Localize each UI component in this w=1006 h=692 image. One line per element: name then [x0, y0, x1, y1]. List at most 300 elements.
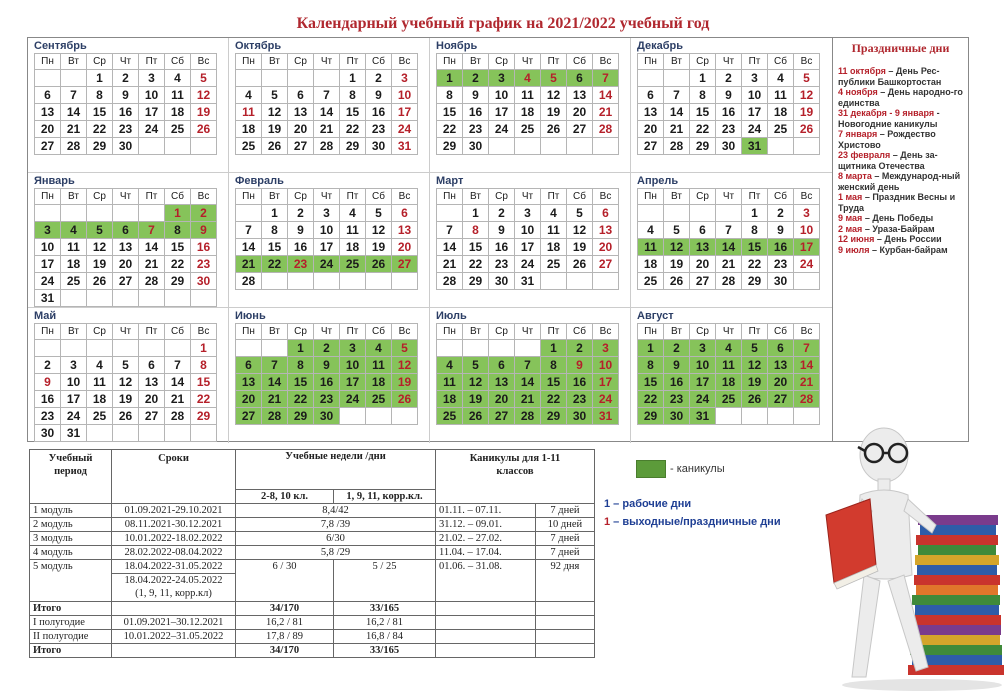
day-cell: 31 — [593, 408, 619, 425]
day-cell: 22 — [191, 391, 217, 408]
empty-cell — [463, 340, 489, 357]
day-cell: 10 — [690, 357, 716, 374]
empty-cell — [515, 340, 541, 357]
weekday-header: Сб — [165, 189, 191, 205]
day-cell: 30 — [768, 273, 794, 290]
day-cell: 24 — [593, 391, 619, 408]
day-cell: 2 — [768, 205, 794, 222]
total-label: Итого — [30, 644, 112, 658]
day-cell: 25 — [768, 121, 794, 138]
empty-cell — [314, 70, 340, 87]
day-cell: 7 — [139, 222, 165, 239]
day-cell: 25 — [236, 138, 262, 155]
empty-cell — [716, 205, 742, 222]
holiday-date: 1 мая — [838, 192, 863, 202]
weekday-header: Пт — [742, 54, 768, 70]
day-cell: 20 — [593, 239, 619, 256]
day-cell: 22 — [463, 256, 489, 273]
day-cell: 8 — [165, 222, 191, 239]
holiday-item — [838, 245, 963, 256]
day-cell: 16 — [489, 239, 515, 256]
day-cell: 26 — [113, 408, 139, 425]
day-cell: 14 — [236, 239, 262, 256]
day-cell: 30 — [567, 408, 593, 425]
day-cell: 12 — [794, 87, 820, 104]
weekday-header: Сб — [567, 324, 593, 340]
day-cell: 16 — [366, 104, 392, 121]
day-cell: 20 — [690, 256, 716, 273]
weekday-header: Пт — [541, 189, 567, 205]
day-cell: 28 — [716, 273, 742, 290]
day-cell: 14 — [314, 104, 340, 121]
day-cell: 3 — [61, 357, 87, 374]
day-cell: 25 — [541, 256, 567, 273]
weekday-header: Сб — [768, 189, 794, 205]
day-cell: 17 — [139, 104, 165, 121]
empty-cell — [35, 205, 61, 222]
empty-cell — [392, 408, 418, 425]
day-cell: 24 — [794, 256, 820, 273]
weekday-header: Чт — [716, 189, 742, 205]
day-cell: 24 — [515, 256, 541, 273]
module5-dates-main: 18.04.2022-31.05.2022 — [112, 560, 235, 574]
day-cell: 10 — [35, 239, 61, 256]
day-cell: 19 — [366, 239, 392, 256]
holiday-text: – День Победы — [862, 213, 934, 223]
day-cell: 6 — [593, 205, 619, 222]
empty-cell — [191, 290, 217, 307]
day-cell: 15 — [87, 104, 113, 121]
day-cell: 21 — [61, 121, 87, 138]
day-cell: 10 — [61, 374, 87, 391]
day-cell: 11 — [366, 357, 392, 374]
day-cell: 24 — [340, 391, 366, 408]
day-cell: 13 — [690, 239, 716, 256]
month-calendar — [430, 38, 631, 173]
day-cell: 7 — [165, 357, 191, 374]
day-cell: 9 — [664, 357, 690, 374]
weekday-header: Пт — [742, 324, 768, 340]
header-period: Учебный период — [30, 450, 112, 504]
holiday-date: 4 ноября — [838, 87, 878, 97]
day-cell: 19 — [794, 104, 820, 121]
empty-cell — [139, 290, 165, 307]
day-cell: 2 — [567, 340, 593, 357]
module-row — [30, 518, 595, 532]
holidays-list — [838, 66, 963, 255]
day-cell: 21 — [165, 391, 191, 408]
day-cell: 3 — [392, 70, 418, 87]
day-cell: 17 — [61, 391, 87, 408]
day-cell: 29 — [288, 408, 314, 425]
half-grp1: 17,8 / 89 — [236, 630, 334, 644]
holiday-date: 9 июля — [838, 244, 870, 255]
day-cell: 2 — [716, 70, 742, 87]
weekday-header: Сб — [567, 189, 593, 205]
student-figure-illustration — [812, 415, 1006, 692]
module-holiday-days: 7 дней — [535, 504, 594, 518]
day-cell: 25 — [61, 273, 87, 290]
empty-cell — [716, 408, 742, 425]
day-cell: 29 — [541, 408, 567, 425]
day-cell: 15 — [690, 104, 716, 121]
month-calendar — [28, 38, 229, 173]
day-cell: 4 — [638, 222, 664, 239]
day-cell: 18 — [236, 121, 262, 138]
month-calendar — [28, 173, 229, 308]
legend-workdays — [604, 498, 691, 510]
day-cell: 11 — [165, 87, 191, 104]
holiday-item — [838, 171, 963, 192]
day-cell: 8 — [262, 222, 288, 239]
weekday-header: Ср — [288, 324, 314, 340]
day-cell: 21 — [236, 256, 262, 273]
month-table — [34, 188, 217, 307]
empty-cell — [567, 273, 593, 290]
day-cell: 3 — [340, 340, 366, 357]
month-table — [34, 323, 217, 442]
weekday-header: Сб — [768, 324, 794, 340]
day-cell: 12 — [742, 357, 768, 374]
day-cell: 3 — [314, 205, 340, 222]
day-cell: 14 — [664, 104, 690, 121]
weekday-header: Вс — [593, 324, 619, 340]
day-cell: 26 — [742, 391, 768, 408]
day-cell: 3 — [742, 70, 768, 87]
empty-cell — [113, 425, 139, 442]
day-cell: 28 — [794, 391, 820, 408]
day-cell: 11 — [87, 374, 113, 391]
weekday-header: Ср — [489, 324, 515, 340]
empty-cell — [664, 70, 690, 87]
day-cell: 8 — [742, 222, 768, 239]
day-cell: 22 — [288, 391, 314, 408]
day-cell: 1 — [638, 340, 664, 357]
day-cell: 28 — [165, 408, 191, 425]
day-cell: 7 — [794, 340, 820, 357]
legend-offdays — [604, 516, 781, 528]
empty-cell — [768, 408, 794, 425]
day-cell: 20 — [236, 391, 262, 408]
total-grp2: 33/165 — [334, 644, 436, 658]
empty-cell — [794, 273, 820, 290]
day-cell: 26 — [191, 121, 217, 138]
day-cell: 30 — [314, 408, 340, 425]
weekday-header: Ср — [489, 189, 515, 205]
weekday-header: Пн — [437, 54, 463, 70]
weekday-header: Ср — [690, 189, 716, 205]
day-cell: 2 — [35, 357, 61, 374]
module-dates: 08.11.2021-30.12.2021 — [112, 518, 236, 532]
day-cell: 1 — [690, 70, 716, 87]
module-holiday: 21.02. – 27.02. — [436, 532, 536, 546]
day-cell: 14 — [515, 374, 541, 391]
holiday-text: – Курбан-байрам — [869, 244, 948, 255]
holiday-text: – День за-щитника Отечества — [838, 150, 938, 171]
day-cell: 30 — [35, 425, 61, 442]
day-cell: 18 — [87, 391, 113, 408]
day-cell: 10 — [593, 357, 619, 374]
day-cell: 13 — [638, 104, 664, 121]
holiday-item — [838, 108, 963, 129]
day-cell: 14 — [61, 104, 87, 121]
day-cell: 12 — [113, 374, 139, 391]
holiday-text: – День Рес-публики Башкортостан — [838, 66, 942, 87]
half-row — [30, 630, 595, 644]
legend-off-label: – выходные/праздничные дни — [610, 516, 781, 528]
weekday-header: Ср — [288, 189, 314, 205]
day-cell: 26 — [366, 256, 392, 273]
day-cell: 17 — [742, 104, 768, 121]
total-label: Итого — [30, 602, 112, 616]
empty-cell — [314, 273, 340, 290]
empty-cell — [541, 138, 567, 155]
day-cell: 13 — [567, 87, 593, 104]
day-cell: 4 — [366, 340, 392, 357]
weekday-header: Вт — [664, 54, 690, 70]
calendar-grid — [27, 37, 833, 442]
day-cell: 4 — [340, 205, 366, 222]
day-cell: 21 — [314, 121, 340, 138]
day-cell: 24 — [489, 121, 515, 138]
day-cell: 16 — [35, 391, 61, 408]
day-cell: 29 — [463, 273, 489, 290]
day-cell: 29 — [437, 138, 463, 155]
weekday-header: Вт — [463, 324, 489, 340]
module-weeks-grp2: 5 / 25 — [334, 560, 436, 602]
day-cell: 20 — [768, 374, 794, 391]
weekday-header: Вс — [191, 189, 217, 205]
empty-cell — [794, 138, 820, 155]
day-cell: 25 — [366, 391, 392, 408]
day-cell: 10 — [340, 357, 366, 374]
day-cell: 22 — [262, 256, 288, 273]
day-cell: 1 — [288, 340, 314, 357]
module-holiday: 01.11. – 07.11. — [436, 504, 536, 518]
day-cell: 7 — [236, 222, 262, 239]
day-cell: 24 — [139, 121, 165, 138]
weekday-header: Вс — [593, 189, 619, 205]
month-name: Июнь — [235, 310, 266, 322]
day-cell: 15 — [191, 374, 217, 391]
day-cell: 30 — [113, 138, 139, 155]
weekday-header: Ср — [690, 324, 716, 340]
module-weeks: 6/30 — [236, 532, 436, 546]
holiday-date: 2 мая — [838, 223, 863, 234]
day-cell: 22 — [165, 256, 191, 273]
empty-cell — [61, 70, 87, 87]
day-cell: 8 — [340, 87, 366, 104]
weekday-header: Чт — [314, 54, 340, 70]
day-cell: 24 — [35, 273, 61, 290]
empty-cell — [768, 138, 794, 155]
day-cell: 27 — [392, 256, 418, 273]
day-cell: 22 — [638, 391, 664, 408]
day-cell: 30 — [716, 138, 742, 155]
empty-cell — [61, 340, 87, 357]
weekday-header: Сб — [567, 54, 593, 70]
empty-cell — [489, 138, 515, 155]
day-cell: 9 — [35, 374, 61, 391]
month-calendar — [631, 173, 832, 308]
day-cell: 24 — [314, 256, 340, 273]
day-cell: 27 — [593, 256, 619, 273]
day-cell: 8 — [541, 357, 567, 374]
weekday-header: Пн — [35, 324, 61, 340]
day-cell: 21 — [437, 256, 463, 273]
module-holiday-days: 7 дней — [535, 532, 594, 546]
month-name: Май — [34, 310, 57, 322]
weekday-header: Пн — [236, 54, 262, 70]
day-cell: 8 — [437, 87, 463, 104]
day-cell: 4 — [61, 222, 87, 239]
day-cell: 5 — [87, 222, 113, 239]
day-cell: 23 — [35, 408, 61, 425]
day-cell: 14 — [262, 374, 288, 391]
day-cell: 1 — [437, 70, 463, 87]
weekday-header: Сб — [366, 324, 392, 340]
weekday-header: Вт — [463, 54, 489, 70]
weekday-header: Сб — [165, 54, 191, 70]
empty-cell — [113, 290, 139, 307]
day-cell: 24 — [392, 121, 418, 138]
day-cell: 11 — [340, 222, 366, 239]
holiday-date: 12 июня — [838, 234, 875, 244]
empty-cell — [366, 408, 392, 425]
legend-vacation-label: - каникулы — [670, 463, 725, 475]
day-cell: 10 — [515, 222, 541, 239]
day-cell: 2 — [113, 70, 139, 87]
day-cell: 18 — [340, 239, 366, 256]
day-cell: 13 — [768, 357, 794, 374]
day-cell: 26 — [567, 256, 593, 273]
empty-cell — [165, 340, 191, 357]
day-cell: 14 — [794, 357, 820, 374]
day-cell: 6 — [35, 87, 61, 104]
day-cell: 30 — [191, 273, 217, 290]
month-table — [235, 323, 418, 425]
day-cell: 29 — [87, 138, 113, 155]
weekday-header: Чт — [113, 324, 139, 340]
month-table — [34, 53, 217, 155]
day-cell: 28 — [515, 408, 541, 425]
empty-cell — [340, 273, 366, 290]
month-calendar — [430, 308, 631, 443]
day-cell: 15 — [288, 374, 314, 391]
day-cell: 1 — [87, 70, 113, 87]
day-cell: 2 — [288, 205, 314, 222]
empty-cell — [87, 340, 113, 357]
day-cell: 18 — [165, 104, 191, 121]
day-cell: 23 — [489, 256, 515, 273]
day-cell: 23 — [191, 256, 217, 273]
module-holiday: 31.12. – 09.01. — [436, 518, 536, 532]
day-cell: 5 — [567, 205, 593, 222]
day-cell: 10 — [392, 87, 418, 104]
day-cell: 7 — [262, 357, 288, 374]
legend-work-num: 1 — [604, 498, 611, 510]
day-cell: 20 — [567, 104, 593, 121]
day-cell: 15 — [463, 239, 489, 256]
module-row — [30, 532, 595, 546]
day-cell: 4 — [437, 357, 463, 374]
day-cell: 18 — [366, 374, 392, 391]
day-cell: 8 — [638, 357, 664, 374]
month-calendar — [631, 38, 832, 173]
weekday-header: Пн — [638, 324, 664, 340]
day-cell: 4 — [515, 70, 541, 87]
day-cell: 5 — [113, 357, 139, 374]
day-cell: 7 — [716, 222, 742, 239]
empty-cell — [742, 408, 768, 425]
empty-cell — [437, 205, 463, 222]
day-cell: 27 — [113, 273, 139, 290]
day-cell: 12 — [87, 239, 113, 256]
weekday-header: Вс — [191, 54, 217, 70]
day-cell: 12 — [463, 374, 489, 391]
weekday-header: Вс — [794, 324, 820, 340]
day-cell: 13 — [139, 374, 165, 391]
day-cell: 12 — [262, 104, 288, 121]
day-cell: 21 — [262, 391, 288, 408]
day-cell: 15 — [541, 374, 567, 391]
day-cell: 16 — [463, 104, 489, 121]
day-cell: 29 — [191, 408, 217, 425]
day-cell: 29 — [340, 138, 366, 155]
day-cell: 13 — [489, 374, 515, 391]
empty-cell — [139, 205, 165, 222]
day-cell: 17 — [35, 256, 61, 273]
empty-cell — [392, 273, 418, 290]
day-cell: 11 — [768, 87, 794, 104]
day-cell: 5 — [742, 340, 768, 357]
day-cell: 19 — [87, 256, 113, 273]
day-cell: 3 — [690, 340, 716, 357]
legend-work-label: – рабочие дни — [610, 498, 692, 510]
day-cell: 21 — [794, 374, 820, 391]
weekday-header: Пн — [638, 54, 664, 70]
day-cell: 16 — [768, 239, 794, 256]
module-row — [30, 504, 595, 518]
day-cell: 10 — [314, 222, 340, 239]
module-weeks: 7,8 /39 — [236, 518, 436, 532]
empty-cell — [61, 290, 87, 307]
weekday-header: Пн — [35, 54, 61, 70]
day-cell: 10 — [489, 87, 515, 104]
day-cell: 16 — [716, 104, 742, 121]
day-cell: 1 — [262, 205, 288, 222]
header-weeks: Учебные недели /дни — [236, 450, 436, 490]
holiday-item — [838, 129, 963, 150]
schedule-table — [29, 449, 595, 658]
day-cell: 30 — [366, 138, 392, 155]
holiday-text: – День народно-го единства — [838, 87, 963, 108]
empty-cell — [87, 205, 113, 222]
empty-cell — [262, 340, 288, 357]
day-cell: 6 — [288, 87, 314, 104]
weekday-header: Чт — [515, 189, 541, 205]
day-cell: 31 — [61, 425, 87, 442]
day-cell: 27 — [489, 408, 515, 425]
day-cell: 27 — [139, 408, 165, 425]
empty-cell — [515, 138, 541, 155]
day-cell: 8 — [87, 87, 113, 104]
day-cell: 27 — [567, 121, 593, 138]
empty-cell — [139, 340, 165, 357]
half-grp2: 16,8 / 84 — [334, 630, 436, 644]
weekday-header: Вт — [262, 189, 288, 205]
day-cell: 25 — [165, 121, 191, 138]
